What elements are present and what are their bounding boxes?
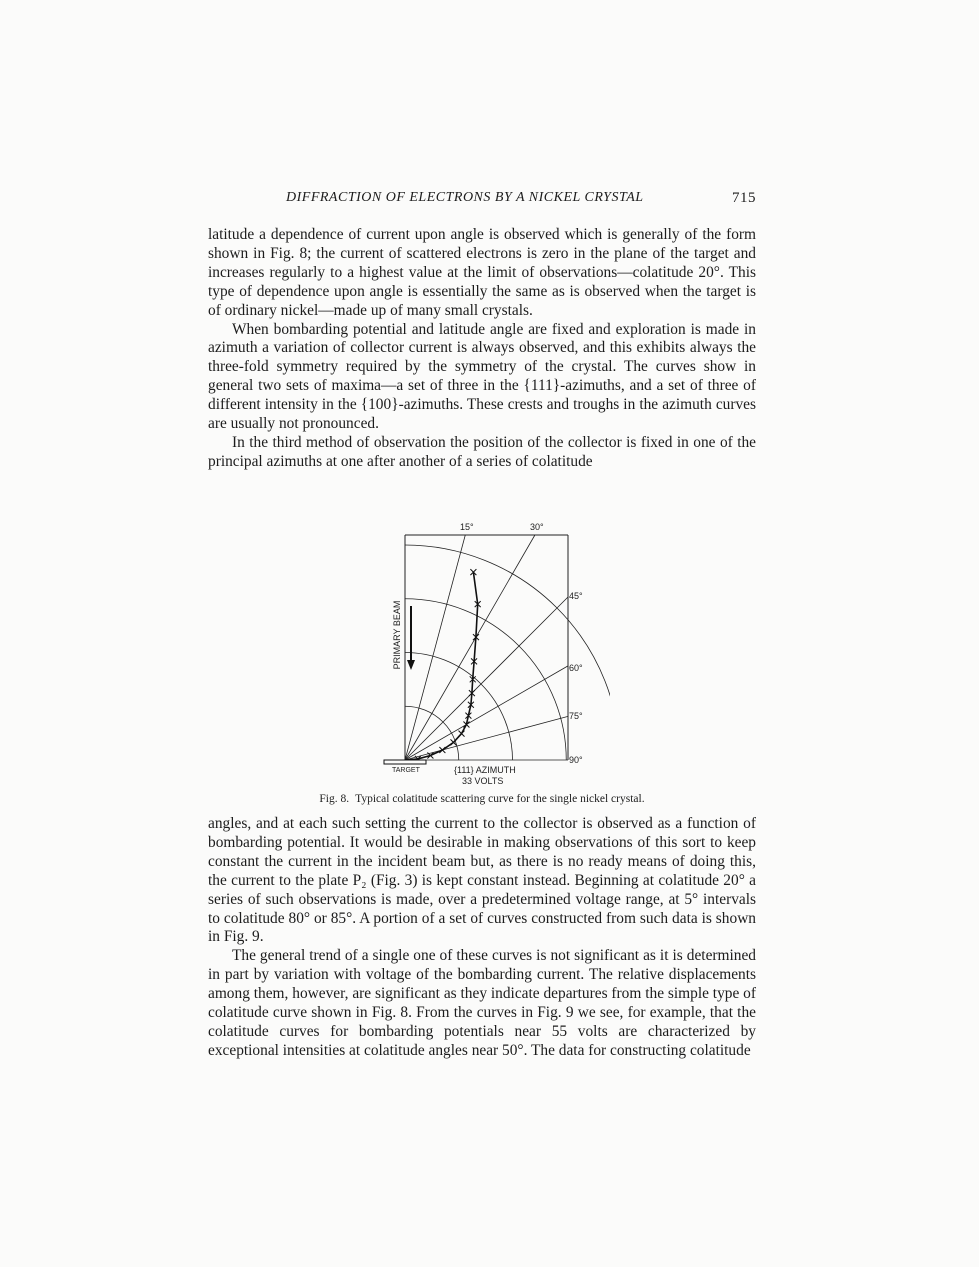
angle-label-15: 15° (460, 522, 474, 532)
data-point (439, 747, 445, 753)
target-plate (384, 760, 426, 764)
azimuth-label: {111} AZIMUTH (454, 765, 516, 775)
caption-number: Fig. 8. (319, 793, 350, 805)
data-point (459, 731, 465, 737)
body-text-bottom (208, 815, 756, 1061)
polar-scattering-plot (380, 518, 610, 793)
paragraph: latitude a dependence of current upon angle is observed which is generally of the form shown in Fig. 8; the current of scattered electrons is zero in the plane of the target and increases regularly to a highest value at the limit of observations—colatitude 20°. This type of dependence upon angle is essentially the same as is observed when the target is of ordinary nickel—made up of many small crystals. (208, 226, 756, 319)
angle-label-90: 90° (569, 755, 583, 765)
data-markers (415, 569, 481, 762)
page-number: 715 (732, 190, 756, 206)
paragraph: When bombarding potential and latitude angle are fixed and exploration is made in azimuth a variation of collector current is always observed, and this exhibits always the three-fold symmetry required by the symmetry of the crystal. The curves show in general two sets of maxima—a set of three in the {111}-azimuths, and a set of three of different intensity in the {100}-azimuths. These crests and troughs in the azimuth curves are usually not pronounced. (208, 320, 756, 433)
angle-ray-30 (405, 535, 535, 760)
angle-label-75: 75° (569, 711, 583, 721)
paragraph: The general trend of a single one of these curves is not significant as it is determined in part by variation with voltage of the bombarding current. The relative displacements among them, however, are significant as they indicate departures from the simple type of colatitude curve shown in Fig. 8. From the curves in Fig. 9 we see, for example, that the colatitude curves for bombarding potentials near 55 volts are characterized by exceptional intensities at colatitude angles near 50°. The data for constructing colatitude (208, 947, 756, 1059)
page-header (208, 190, 756, 210)
angle-ray-60 (405, 666, 568, 760)
primary-beam-arrow (407, 606, 415, 670)
angle-label-60: 60° (569, 663, 583, 673)
radius-arcs (405, 545, 610, 760)
angle-ray-15 (405, 535, 465, 760)
target-plate-rect (384, 760, 426, 764)
voltage-label: 33 VOLTS (462, 776, 504, 786)
angle-label-30: 30° (530, 522, 544, 532)
paragraph: In the third method of observation the position of the collector is fixed in one of the principal azimuths at one after another of a series of colatitude (208, 433, 756, 470)
colatitude-curve-line (405, 572, 478, 760)
target-label: TARGET (392, 767, 420, 774)
angle-ray-45 (405, 597, 568, 760)
beam-arrowhead (407, 660, 415, 670)
running-title: DIFFRACTION OF ELECTRONS BY A NICKEL CRYSTAL (286, 190, 644, 205)
angle-ray-75 (405, 716, 568, 760)
plot-frame (405, 535, 568, 760)
figure-8 (380, 518, 610, 793)
angle-label-45: 45° (569, 591, 583, 601)
primary-beam-label: PRIMARY BEAM (392, 600, 402, 670)
paragraph: angles, and at each such setting the current to the collector is observed as a function of bombarding potential. It would be desirable in making observations of this sort to keep constant the current in the incident beam but, as there is no ready means of doing this, the current to the plate P₂ (Fig. 3) is kept constant instead. Beginning at colatitude 20° a series of such observations is made, over a predetermined voltage range, at 5° intervals to colatitude 80° or 85°. A portion of a set of curves constructed from such data is shown in Fig. 9. (208, 815, 756, 946)
caption-text: Typical colatitude scattering curve for the single nickel crystal. (355, 793, 645, 805)
colatitude-curve (405, 572, 478, 760)
angle-rays (405, 535, 568, 760)
body-text-top (208, 226, 756, 472)
figure-caption (208, 793, 756, 805)
